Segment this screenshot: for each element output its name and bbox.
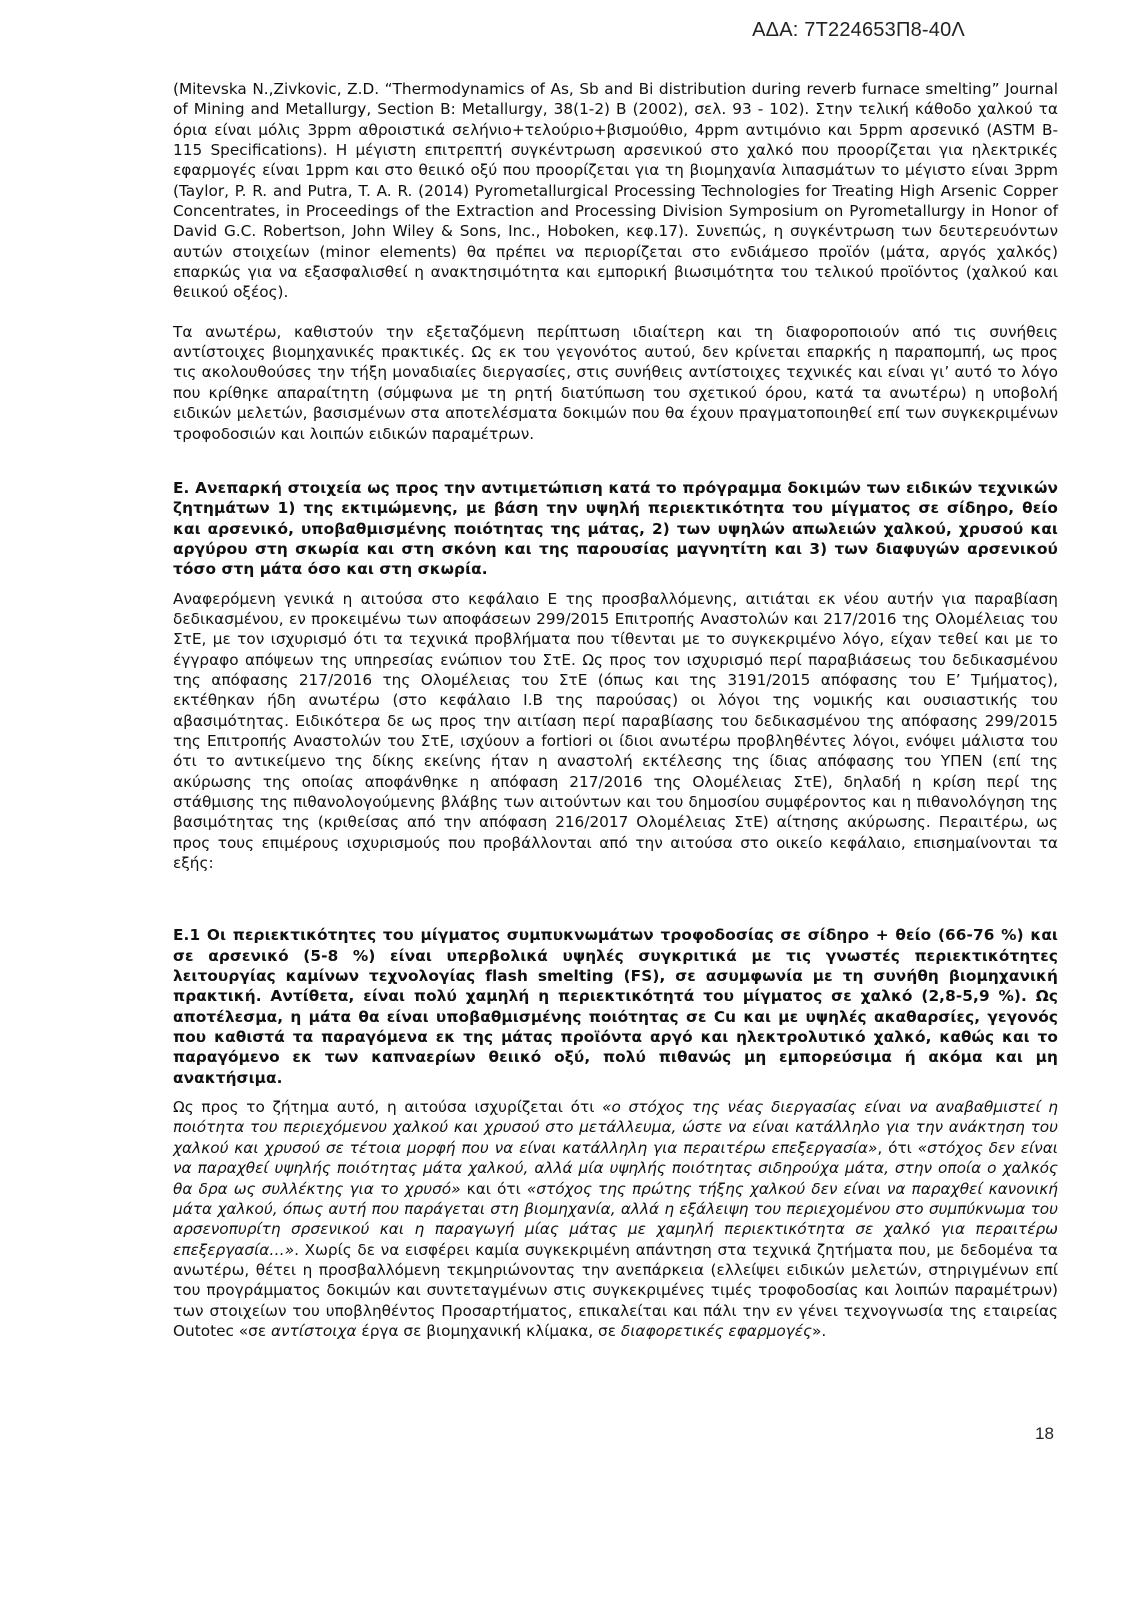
quote-run: αντίστοιχα [270,1321,357,1340]
section-heading-e: Ε. Ανεπαρκή στοιχεία ως προς την αντιμετώπιση κατά το πρόγραμμα δοκιμών των ειδικών τεχνικών ζητημάτων 1) της εκτιμώμενης, με βάση την υψηλή περιεκτικότητα του μίγματος σε σίδηρο, θείο και αρσενικό, υποβαθμισμένης ποιότητας της μάτας, 2) των υψηλών απωλειών χαλκού, χρυσού και αργύρου στη σκωρία και στη σκόνη και της παρουσίας μαγνητίτη και 3) των διαφυγών αρσενικού τόσο στη μάτα όσο και στη σκωρία. [173,478,1058,579]
paragraph-section-e-body: Αναφερόμενη γενικά η αιτούσα στο κεφάλαιο Ε της προσβαλλόμενης, αιτιάται εκ νέου αυτήν για παραβίαση δεδικασμένου, εν προκειμένω των αποφάσεων 299/2015 Επιτροπής Αναστολών και 217/2016 της Ολομέλειας του ΣτΕ, με τον ισχυρισμό ότι τα τεχνικά προβλήματα που τίθενται με το συγκεκριμένο λόγο, είχαν τεθεί και με το έγγραφο απόψεων της υπηρεσίας ενώπιον του ΣτΕ. Ως προς τον ισχυρισμό περί παραβιάσεως του δεδικασμένου της απόφασης 217/2016 της Ολομέλειας του ΣτΕ (όπως και της 3191/2015 απόφασης του Ε’ Τμήματος), εκτέθηκαν ήδη ανωτέρω (στο κεφάλαιο Ι.Β της παρούσας) οι λόγοι της νομικής και ουσιαστικής του αβασιμότητας. Ειδικότερα δε ως προς την αιτίαση περί παραβίασης του δεδικασμένου της απόφασης 299/2015 της Επιτροπής Αναστολών του ΣτΕ, ισχύουν a fortiori οι ίδιοι ανωτέρω προβληθέντες λόγοι, ενόψει μάλιστα του ότι το αντικείμενο της δίκης εκείνης ήταν η αναστολή εκτέλεσης της ίδιας απόφασης του ΥΠΕΝ (επί της ακύρωσης της οποίας αποφάνθηκε η απόφαση 217/2016 της Ολομέλειας ΣτΕ), δηλαδή η κρίση περί της στάθμισης της πιθανολογούμενης βλάβης των αιτούντων και του δημοσίου συμφέροντος και η πιθανολόγηση της βασιμότητας της (κριθείσας από την απόφαση 216/2017 Ολομέλειας ΣτΕ) αίτησης ακύρωσης. Περαιτέρω, ως προς τους επιμέρους ισχυρισμούς που προβάλλονται από την αιτούσα στο οικείο κεφάλαιο, επισημαίνονται τα εξής: [173,589,1058,873]
document-body [173,79,1058,1341]
quote-run: διαφορετικές εφαρμογές [620,1321,812,1340]
text-run: , ότι [877,1138,918,1157]
text-run: Ως προς το ζήτημα αυτό, η αιτούσα ισχυρίζεται ότι [173,1098,603,1117]
text-run: . Χωρίς δε να εισφέρει καμία συγκεκριμένη απάντηση στα τεχνικά ζητήματα που, με δεδομένα τα ανωτέρω, θέτει η προσβαλλόμενη τεκμηριώνοντας την ανεπάρκεια (ελλείψει ειδικών μελετών, στηριγμένων επί του προγράμματος δοκιμών και συντεταγμένων στις συγκεκριμένες τιμές τροφοδοσίας και λοιπών παραμέτρων) των στοιχείων του υποβληθέντος Προσαρτήματος, επικαλείται και πάλι την εν γένει τεχνογνωσία της εταιρείας Outotec «σε [173,1240,1058,1340]
quote-run: «ο στόχος της νέας διεργασίας είναι να αναβαθμιστεί η ποιότητα του περιεχόμενου χαλκού και χρυσού στο μετάλλευμα, ώστε να είναι κατάλληλο για την ανάκτηση του χαλκού και χρυσού σε τέτοια μορφή που να είναι κατάλληλη για περαιτέρω επεξεργασία» [173,1098,1058,1157]
ada-reference: ΑΔΑ: 7Τ224653Π8-40Λ [752,19,965,41]
section-heading-e1: Ε.1 Οι περιεκτικότητες του μίγματος συμπυκνωμάτων τροφοδοσίας σε σίδηρο + θείο (66-76 %) και σε αρσενικό (5-8 %) είναι υπερβολικά υψηλές συγκριτικά με τις γνωστές περιεκτικότητες λειτουργίας καμίνων τεχνολογίας flash smelting (FS), σε ασυμφωνία με τη συνήθη βιομηχανική πρακτική. Αντίθετα, είναι πολύ χαμηλή η περιεκτικότητά του μίγματος σε χαλκό (2,8-5,9 %). Ως αποτέλεσμα, η μάτα θα είναι υποβαθμισμένης ποιότητας σε Cu και με υψηλές ακαθαρσίες, γεγονός που καθιστά τα παραγόμενα εκ της μάτας προϊόντα αργό και ηλεκτρολυτικό χαλκό, καθώς και το παραγόμενο εκ των καπναερίων θειικό οξύ, πολύ πιθανώς μη εμπορεύσιμα ή ακόμα και μη ανακτήσιμα. [173,926,1058,1087]
paragraph-references: (Mitevska N.,Zivkovic, Z.D. “Thermodynamics of As, Sb and Bi distribution during reverb furnace smelting” Journal of Mining and Metallurgy, Section B: Metallurgy, 38(1-2) B (2002), σελ. 93 - 102). Στην τελική κάθοδο χαλκού τα όρια είναι μόλις 3ppm αθροιστικά σελήνιο+τελούριο+βισμούθιο, 4ppm αντιμόνιο και 5ppm αρσενικό (ASTM B-115 Specifications). Η μέγιστη επιτρεπτή συγκέντρωση αρσενικού στο χαλκό που προορίζεται για ηλεκτρικές εφαρμογές είναι 1ppm και στο θειικό οξύ που προορίζεται για τη βιομηχανία λιπασμάτων το μέγιστο είναι 3ppm (Taylor, P. R. and Putra, T. A. R. (2014) Pyrometallurgical Processing Technologies for Treating High Arsenic Copper Concentrates, in Proceedings of the Extraction and Processing Division Symposium on Pyrometallurgy in Honor of David G.C. Robertson, John Wiley & Sons, Inc., Hoboken, κεφ.17). Συνεπώς, η συγκέντρωση των δευτερευόντων αυτών στοιχείων (minor elements) θα πρέπει να περιορίζεται στο ενδιάμεσο προϊόν (μάτα, αργός χαλκός) επαρκώς για να εξασφαλισθεί η ανακτησιμότητα και εμπορική βιωσιμότητα του τελικού προϊόντος (χαλκού και θειικού οξέος). [173,80,1058,302]
text-run: ». [811,1321,827,1340]
paragraph-section-e1-body [173,1097,1058,1341]
quote-run: «στόχος της πρώτης τήξης χαλκού δεν είναι να παραχθεί κανονική μάτα χαλκού, όπως αυτή που παράγεται στη βιομηχανία, αλλά η εξάλειψη του περιεχομένου στο συμπύκνωμα του αρσενοπυρίτη σρσενικού και η παραγωγή μίας μάτας με χαμηλή περιεκτικότητα σε χαλκό για περαιτέρω επεξεργασία…» [173,1179,1058,1259]
quote-run: «στόχος δεν είναι να παραχθεί υψηλής ποιότητας μάτα χαλκού, αλλά μία υψηλής ποιότητας σιδηρούχα μάτα, στην οποία ο χαλκός θα δρα ως συλλέκτης για το χρυσό» [173,1138,1058,1198]
page-number: 18 [1035,1424,1054,1443]
paragraph-conclusion: Τα ανωτέρω, καθιστούν την εξεταζόμενη περίπτωση ιδιαίτερη και τη διαφοροποιούν από τις συνήθεις αντίστοιχες βιομηχανικές πρακτικές. Ως εκ του γεγονότος αυτού, δεν κρίνεται επαρκής η παραπομπή, ως προς τις ακολουθούσες την τήξη μοναδιαίες διεργασίες, στις συνήθεις αντίστοιχες τεχνικές και είναι γι’ αυτό το λόγο που κρίθηκε απαραίτητη (σύμφωνα με τη ρητή διατύπωση του σχετικού όρου, κατά τα ανωτέρω) η υποβολή ειδικών μελετών, βασισμένων στα αποτελέσματα δοκιμών που θα έχουν πραγματοποιηθεί επί των συγκεκριμένων τροφοδοσιών και λοιπών ειδικών παραμέτρων. [173,322,1058,443]
text-run: έργα σε βιομηχανική κλίμακα, σε [356,1321,621,1340]
text-run: και ότι [460,1179,527,1198]
